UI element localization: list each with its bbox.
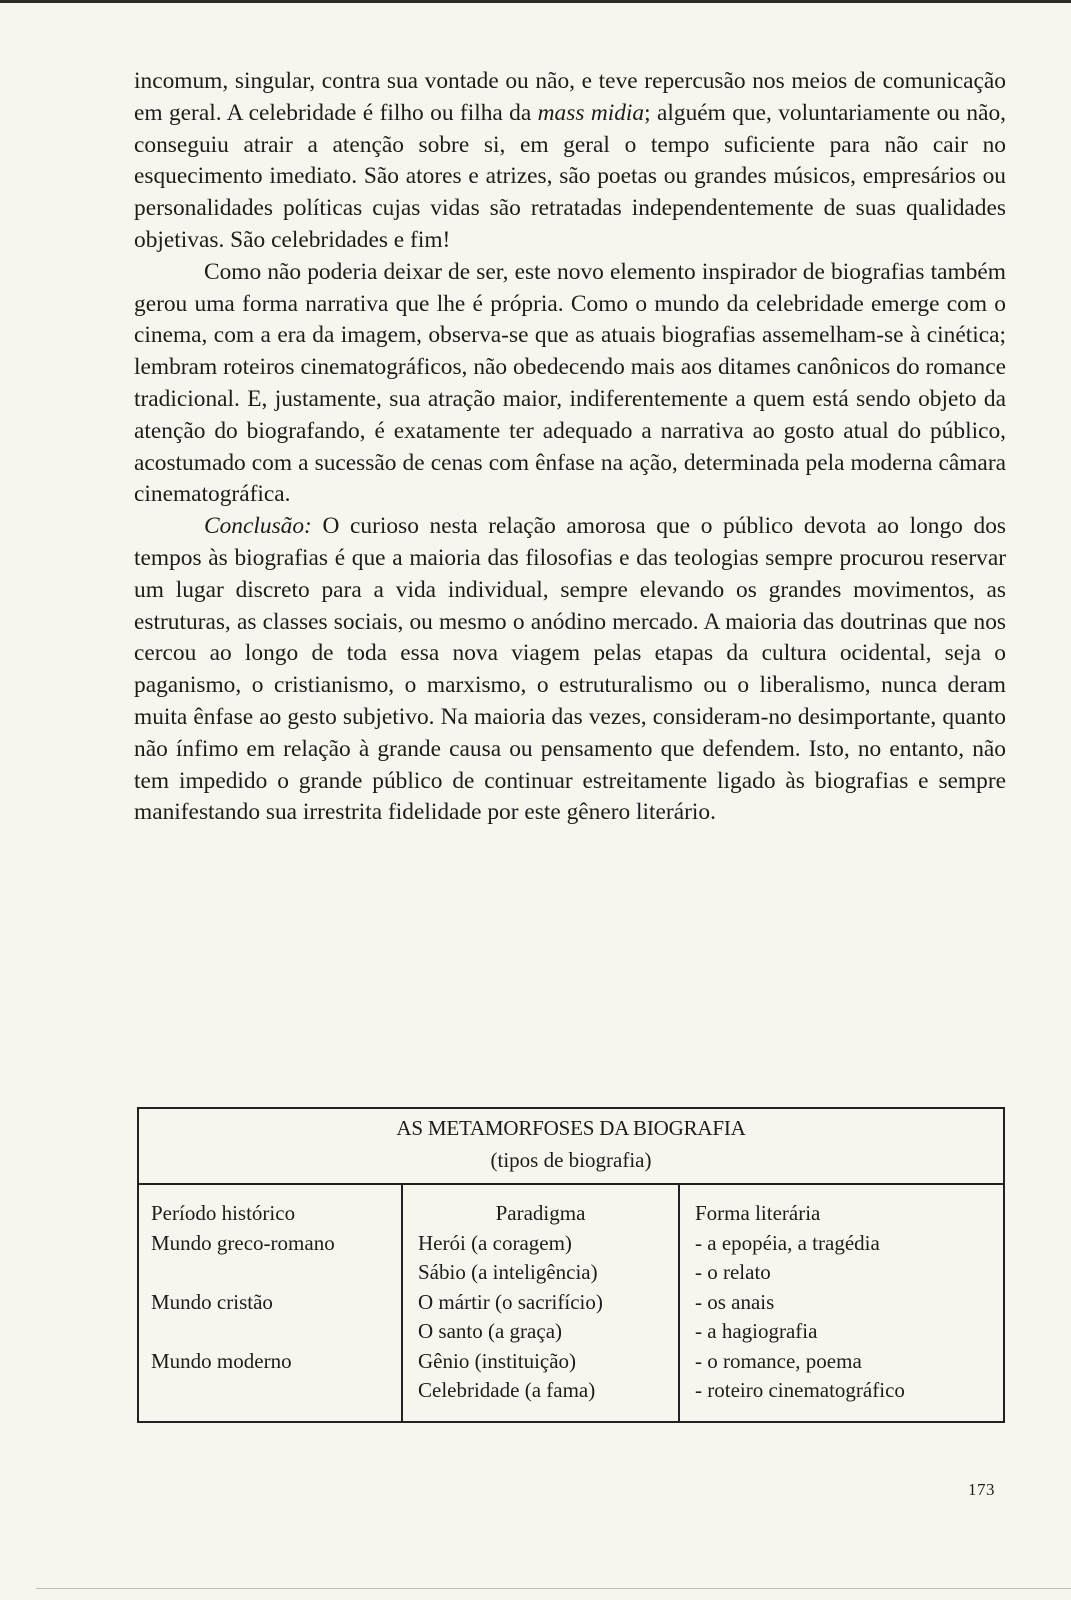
table-cell: Herói (a coragem) xyxy=(418,1230,572,1255)
paragraph-1-text-after: ; alguém que, voluntariamente ou não, conseguiu atrair a atenção sobre si, em geral o tempo suficiente para não cair no esquecimento imediato. São atores e atrizes, são poetas ou grandes músicos, empresários ou personalidades políticas cujas vidas são retratadas independentemente de suas qualidades objetivas. São celebridades e fim! xyxy=(134,99,1006,253)
table-cell: - a hagiografia xyxy=(695,1319,818,1343)
column-header-form: Forma literária xyxy=(695,1201,821,1225)
table-cell: - o relato xyxy=(695,1260,771,1284)
table-cell: Mundo greco-romano xyxy=(151,1230,335,1255)
paragraph-3-text: O curioso nesta relação amorosa que o público devota ao longo dos tempos às biografias é que a maioria das filosofias e das teologias sempre procurou reservar um lugar discreto para a vida individual, sempre elevando os grandes movimentos, as estruturas, as classes sociais, ou mesmo o anódino mercado. A maioria das doutrinas que nos cercou ao longo de toda essa nova viagem pelas etapas da cultura ocidental, seja o paganismo, o cristianismo, o marxismo, o estruturalismo ou o liberalismo, nunca deram muita ênfase ao gesto subjetivo. Na maioria das vezes, consideram-no desimportante, quanto não ínfimo em relação à grande causa ou pensamento que defendem. Isto, no entanto, não tem impedido o grande público de continuar estreitamente ligado às biografias e sempre manifestando sua irrestrita fidelidade por este gênero literário. xyxy=(134,513,1006,826)
table-header xyxy=(139,1109,1003,1185)
paragraph-1 xyxy=(134,66,1006,257)
paragraph-2-text: Como não poderia deixar de ser, este novo elemento inspirador de biografias também gerou uma forma narrativa que lhe é própria. Como o mundo da celebridade emerge com o cinema, com a era da imagem, observa-se que as atuais biografias assemelham-se à cinética; lembram roteiros cinematográficos, não obedecendo mais aos ditames canônicos do romance tradicional. E, justamente, sua atração maior, indiferentemente a quem está sendo objeto da atenção do biografando, é exatamente ter adequado a narrativa ao gosto atual do público, acostumado com a sucessão de cenas com ênfase na ação, determinada pela moderna câmara cinematográfica. xyxy=(134,258,1006,508)
biography-types-table xyxy=(137,1107,1005,1423)
table-cell: - roteiro cinematográfico xyxy=(695,1378,905,1402)
table-cell: - os anais xyxy=(695,1289,775,1314)
table-title: AS METAMORFOSES DA BIOGRAFIA xyxy=(396,1116,746,1140)
table-cell: O santo (a graça) xyxy=(418,1319,563,1343)
paragraph-1-italic: mass midia xyxy=(537,99,645,126)
paragraph-2 xyxy=(134,257,1006,511)
page-body xyxy=(134,66,1006,829)
table-cell: Celebridade (a fama) xyxy=(418,1378,596,1402)
table-cell xyxy=(151,1376,401,1406)
conclusion-label: Conclusão: xyxy=(204,513,312,540)
column-historical-period xyxy=(139,1185,403,1421)
bottom-edge-rule xyxy=(36,1588,1071,1589)
table-subtitle: (tipos de biografia) xyxy=(490,1148,652,1172)
table-cell: O mártir (o sacrifício) xyxy=(418,1289,603,1314)
table-cell: Sábio (a inteligência) xyxy=(418,1260,598,1284)
paragraph-1-text: incomum, singular, contra sua vontade ou não, e teve repercusão nos meios de comunicação em geral. A celebridade é filho ou filha da xyxy=(134,68,1006,126)
table-cell: - a epopéia, a tragédia xyxy=(695,1230,880,1255)
table-cell: Mundo cristão xyxy=(151,1289,273,1314)
table-cell: Mundo moderno xyxy=(151,1348,292,1373)
paragraph-3 xyxy=(134,511,1006,829)
page-number: 173 xyxy=(968,1480,995,1499)
column-literary-form xyxy=(680,1185,1003,1421)
table-cell xyxy=(151,1317,401,1347)
column-header-paradigm: Paradigma xyxy=(495,1201,586,1225)
table-cell: - o romance, poema xyxy=(695,1348,862,1373)
column-header-period: Período histórico xyxy=(151,1201,296,1225)
column-paradigm xyxy=(403,1185,680,1421)
table-cell xyxy=(151,1258,401,1288)
table-cell: Gênio (instituição) xyxy=(418,1348,577,1373)
top-edge-rule xyxy=(0,0,1071,3)
table-body xyxy=(139,1185,1003,1421)
